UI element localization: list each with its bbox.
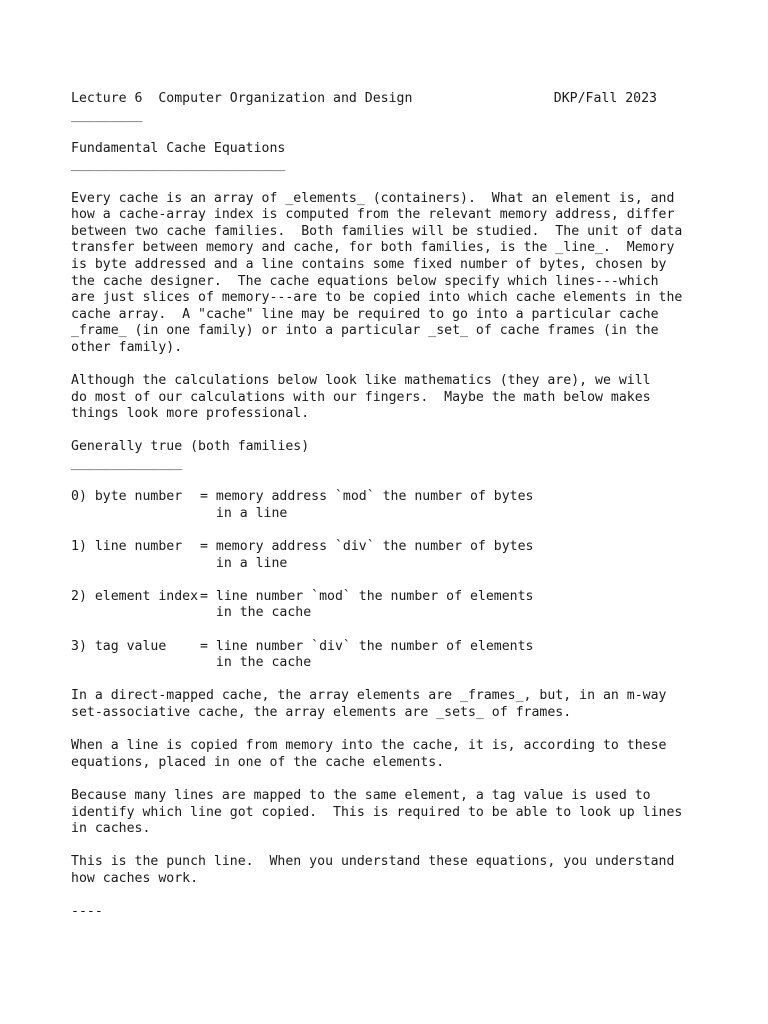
math-paragraph: Although the calculations below look like mathematics (they are), we will do most of our calculations with our fingers. Maybe the math below makes things look more professional. <box>71 373 651 422</box>
equation-element-index <box>71 589 671 622</box>
copy-paragraph: When a line is copied from memory into the cache, it is, according to these equations, placed in one of the cache elements. <box>71 738 667 770</box>
section-title: Fundamental Cache Equations <box>71 140 286 156</box>
section-title-underline: ___________________________ <box>71 157 286 173</box>
punch-line-paragraph: This is the punch line. When you understand these equations, you understand how caches work. <box>71 854 675 886</box>
equation-label: 1) line number <box>71 539 206 555</box>
equation-line-number <box>71 539 671 572</box>
equation-definition: = memory address `mod` the number of bytes in a line <box>200 489 534 521</box>
end-rule: ---- <box>71 904 103 920</box>
intro-paragraph: Every cache is an array of _elements_ (containers). What an element is, and how a cache-array index is computed from the relevant memory address, differ between two cache families. Both families will be studied. The unit of data transfer between memory and cache, for both families, is the _line_. Memory is byte addressed and a line contains some fixed number of bytes, chosen by the cache designer. The cache equations below specify which lines---which are just slices of memory---are to be copied into which cache elements in the cache array. A "cache" line may be required to go into a particular cache _frame_ (in one family) or into a particular _set_ of cache frames (in the other family). <box>71 190 683 355</box>
equation-label: 0) byte number <box>71 489 206 505</box>
direct-mapped-paragraph: In a direct-mapped cache, the array elements are _frames_, but, in an m-way set-associative cache, the array elements are _sets_ of frames. <box>71 688 667 720</box>
equation-label: 3) tag value <box>71 638 206 654</box>
equation-definition: = memory address `div` the number of bytes in a line <box>200 539 534 571</box>
equation-label: 2) element index <box>71 588 206 604</box>
equation-definition: = line number `div` the number of elements in the cache <box>200 638 534 671</box>
subsection-heading: Generally true (both families) <box>71 439 310 455</box>
document-page <box>71 91 683 921</box>
document-header <box>71 91 657 108</box>
course-title: Lecture 6 Computer Organization and Design <box>71 91 413 106</box>
equation-definition: = line number `mod` the number of elements in the cache <box>200 588 534 621</box>
tag-paragraph: Because many lines are mapped to the same element, a tag value is used to identify which line got copied. This is required to be able to look up lines in caches. <box>71 787 683 837</box>
header-underline: _________ <box>71 107 143 123</box>
author-term: DKP/Fall 2023 <box>553 91 657 106</box>
equation-byte-number <box>71 489 671 522</box>
equation-tag-value <box>71 639 671 672</box>
subsection-underline: ______________ <box>71 456 183 472</box>
